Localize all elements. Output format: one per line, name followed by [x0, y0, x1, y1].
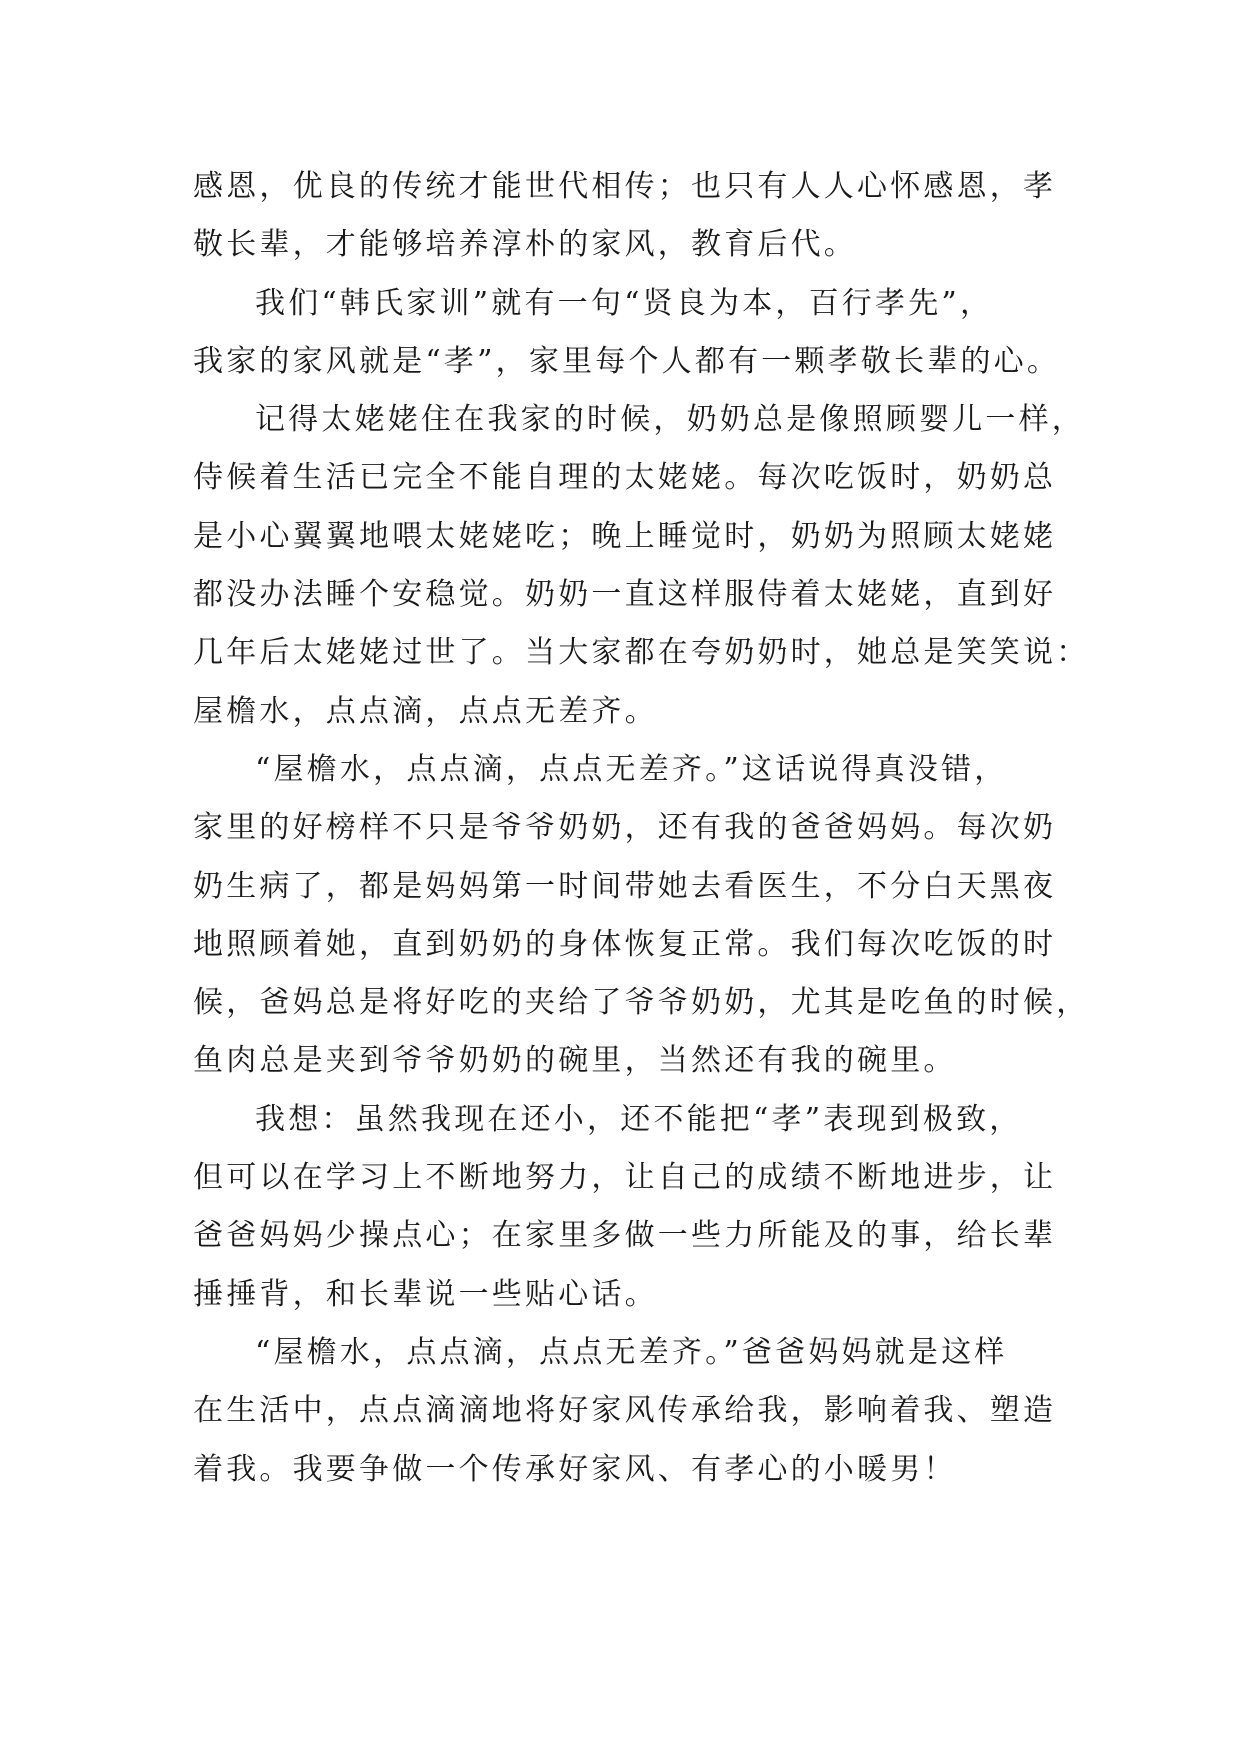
- text-line: 着我。我要争做一个传承好家风、有孝心的小暖男！: [193, 1451, 957, 1487]
- text-line: 家里的好榜样不只是爷爷奶奶，还有我的爸爸妈妈。每次奶: [193, 810, 1057, 846]
- text-line: 是小心翼翼地喂太姥姥吃；晚上睡觉时，奶奶为照顾太姥姥: [193, 518, 1057, 554]
- text-line: 爸爸妈妈少操点心；在家里多做一些力所能及的事，给长辈: [193, 1218, 1057, 1254]
- text-line: 敬长辈，才能够培养淳朴的家风，教育后代。: [193, 227, 857, 263]
- text-line: 但可以在学习上不断地努力，让自己的成绩不断地进步，让: [193, 1160, 1057, 1196]
- text-line: 地照顾着她，直到奶奶的身体恢复正常。我们每次吃饭的时: [193, 926, 1057, 962]
- text-line: 鱼肉总是夹到爷爷奶奶的碗里，当然还有我的碗里。: [193, 1043, 957, 1079]
- document-body: [193, 158, 1090, 1499]
- text-line: 奶生病了，都是妈妈第一时间带她去看医生，不分白天黑夜: [193, 868, 1057, 904]
- paragraph-first-line: 我们“韩氏家训”就有一句“贤良为本，百行孝先”，: [255, 285, 994, 321]
- text-line: 屋檐水，点点滴，点点无差齐。: [193, 693, 658, 729]
- text-line: 几年后太姥姥过世了。当大家都在夸奶奶时，她总是笑笑说：: [193, 635, 1090, 671]
- text-line: 在生活中，点点滴滴地将好家风传承给我，影响着我、塑造: [193, 1393, 1057, 1429]
- paragraph-first-line: 我想：虽然我现在还小，还不能把“孝”表现到极致，: [255, 1101, 1023, 1137]
- paragraph-first-line: “屋檐水，点点滴，点点无差齐。”这话说得真没错，: [255, 751, 1008, 787]
- text-line: 候，爸妈总是将好吃的夹给了爷爷奶奶，尤其是吃鱼的时候，: [193, 985, 1090, 1021]
- text-line: 捶捶背，和长辈说一些贴心话。: [193, 1276, 658, 1312]
- text-line: 侍候着生活已完全不能自理的太姥姥。每次吃饭时，奶奶总: [193, 460, 1057, 496]
- paragraph-first-line: 记得太姥姥住在我家的时候，奶奶总是像照顾婴儿一样，: [255, 402, 1085, 438]
- text-line: 都没办法睡个安稳觉。奶奶一直这样服侍着太姥姥，直到好: [193, 577, 1057, 613]
- text-line: 我家的家风就是“孝”，家里每个人都有一颗孝敬长辈的心。: [193, 343, 1061, 379]
- text-line: 感恩，优良的传统才能世代相传；也只有人人心怀感恩，孝: [193, 169, 1057, 204]
- paragraph-first-line: “屋檐水，点点滴，点点无差齐。”爸爸妈妈就是这样: [255, 1334, 1008, 1370]
